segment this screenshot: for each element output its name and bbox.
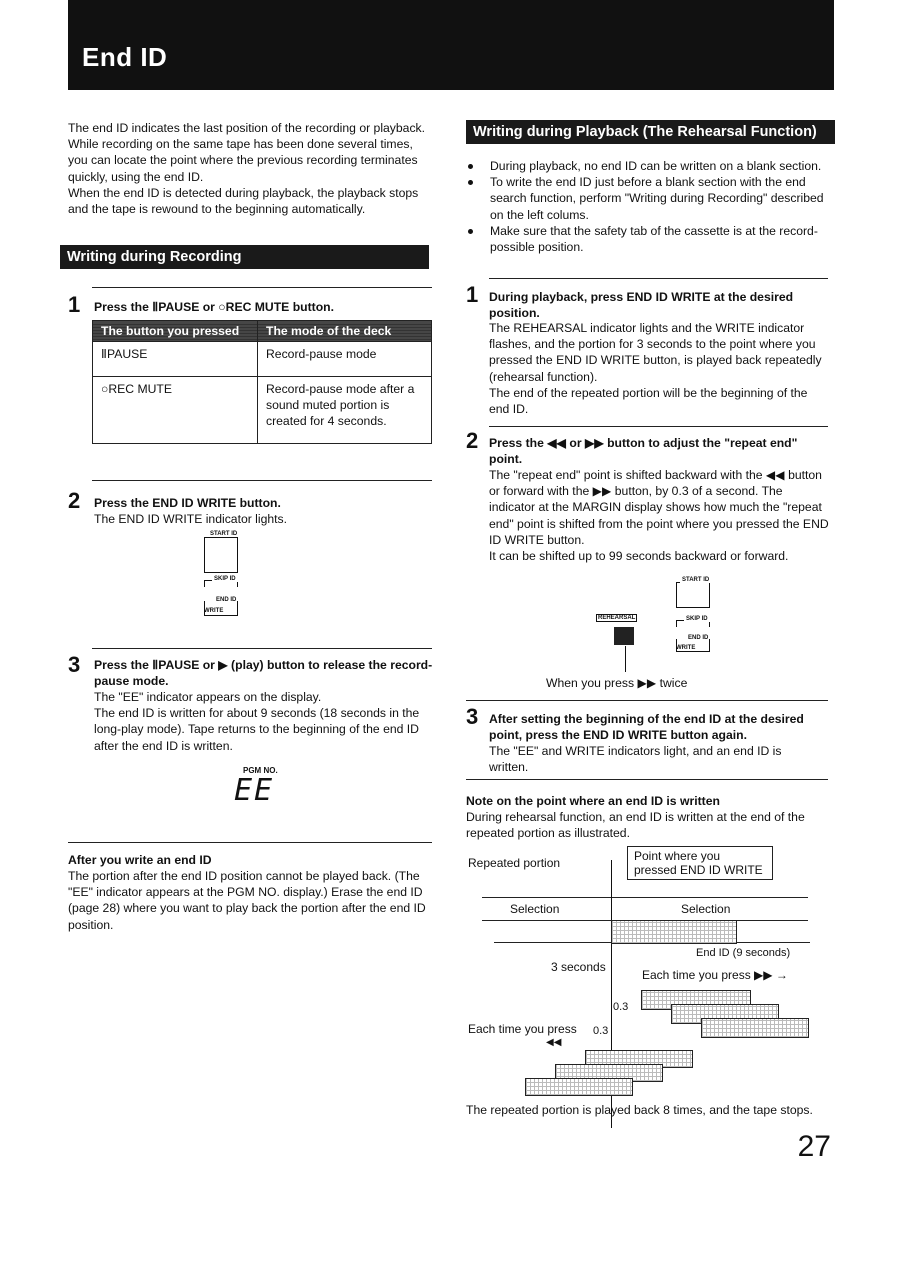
ee-indicator: EE — [234, 773, 275, 808]
rewind-icon: ◀◀ — [546, 1037, 562, 1048]
divider — [489, 278, 828, 279]
indicator-label: WRITE — [676, 645, 696, 651]
shift-block — [525, 1078, 633, 1096]
diagram-label: Each time you press ▶▶ → — [642, 968, 788, 982]
end-id-block — [611, 920, 737, 944]
divider — [92, 648, 432, 649]
track-line — [482, 897, 808, 898]
note-heading: Note on the point where an end ID is written — [466, 794, 720, 808]
indicator-label: SKIP ID — [686, 616, 708, 622]
indicator-label: END ID — [688, 635, 709, 641]
section-title-playback: Writing during Playback (The Rehearsal Function) — [466, 120, 835, 144]
table-cell: Record-pause mode — [258, 342, 432, 377]
table-row — [93, 377, 432, 444]
section-title-recording: Writing during Recording — [60, 245, 429, 269]
step-number: 2 — [466, 428, 479, 453]
diagram-callout: Point where you pressed END ID WRITE — [627, 846, 773, 880]
header-bar — [68, 0, 834, 90]
diagram-label: 0.3 — [613, 1001, 629, 1013]
after-heading: After you write an end ID — [68, 853, 212, 867]
start-id-indicator — [676, 582, 710, 608]
list-item: During playback, no end ID can be written on a blank section. — [466, 158, 828, 174]
diagram-label: 0.3 — [593, 1025, 609, 1037]
page-title: End ID — [82, 42, 168, 72]
list-item: To write the end ID just before a blank section with the end search function, perform "Writing during Recording" described on the left colums. — [466, 174, 828, 223]
diagram-label: End ID (9 seconds) — [696, 947, 791, 959]
step-heading: Press the ⅡPAUSE or ▶ (play) button to release the record-pause mode. — [94, 658, 433, 689]
indicator-label: END ID — [216, 597, 237, 603]
table-cell: ○REC MUTE — [93, 377, 258, 444]
indicator-label: WRITE — [204, 608, 224, 614]
step-text: The "EE" and WRITE indicators light, and an end ID is written. — [489, 744, 782, 775]
step-heading: Press the ◀◀ or ▶▶ button to adjust the "repeat end" point. — [489, 436, 798, 467]
mode-table — [92, 320, 432, 444]
step-heading: Press the ⅡPAUSE or ○REC MUTE button. — [94, 300, 334, 314]
pgm-label: PGM NO. — [243, 766, 278, 775]
step-number: 3 — [466, 704, 479, 729]
table-header: The mode of the deck — [258, 321, 432, 342]
shift-block — [701, 1018, 809, 1038]
table-row — [93, 342, 432, 377]
step-number: 1 — [68, 292, 81, 317]
diagram-label: Repeated portion — [468, 856, 561, 870]
step-text: The REHEARSAL indicator lights and the WRITE indicator flashes, and the portion for 3 seconds to the point where you pressed the END ID WRITE button, is played back repeatedly (rehearsal function). The end of the repeated portion will be the beginning of the end ID. — [489, 321, 822, 417]
rehearsal-label: REHEARSAL — [598, 615, 636, 621]
bullet-list — [466, 158, 828, 255]
indicator-label: START ID — [682, 577, 710, 583]
step-heading: During playback, press END ID WRITE at the desired position. — [489, 290, 794, 321]
step-text: The "EE" indicator appears on the display. The end ID is written for about 9 seconds (18 seconds in the long-play mode). Tape returns to the beginning of the end ID after the end ID is written. — [94, 690, 420, 753]
table-cell: Record-pause mode after a sound muted portion is created for 4 seconds. — [258, 377, 432, 444]
divider — [489, 426, 828, 427]
table-cell: ⅡPAUSE — [93, 342, 258, 377]
diagram-label: Selection — [510, 902, 560, 916]
pointer-line — [625, 646, 626, 672]
step-heading: After setting the beginning of the end ID at the desired point, press the END ID WRITE button again. — [489, 712, 804, 743]
table-header: The button you pressed — [93, 321, 258, 342]
diagram-label: Selection — [681, 902, 731, 916]
page-number: 27 — [797, 1130, 831, 1163]
divider — [92, 480, 432, 481]
list-item: Make sure that the safety tab of the cassette is at the record-possible position. — [466, 223, 828, 255]
divider — [466, 779, 828, 780]
divider — [92, 287, 432, 288]
step-number: 2 — [68, 488, 81, 513]
step-heading: Press the END ID WRITE button. — [94, 496, 281, 510]
margin-display — [614, 627, 634, 645]
diagram-label: Each time you press — [468, 1022, 577, 1036]
figure-caption: When you press ▶▶ twice — [546, 676, 688, 690]
divider — [68, 842, 432, 843]
divider — [466, 700, 828, 701]
note-text: During rehearsal function, an end ID is written at the end of the repeated portion as illustrated. — [466, 810, 805, 841]
step-number: 3 — [68, 652, 81, 677]
step-text: The "repeat end" point is shifted backward with the ◀◀ button or forward with the ▶▶ button, by 0.3 of a second. The indicator at the MARGIN display shows how much the "repeat end" point is shifted from the point where you pressed the END ID WRITE button. It can be shifted up to 99 seconds backward or forward. — [489, 468, 829, 564]
indicator-label: START ID — [210, 531, 238, 537]
step-number: 1 — [466, 282, 479, 307]
diagram-label: 3 seconds — [551, 960, 606, 974]
footer-text: The repeated portion is played back 8 times, and the tape stops. — [466, 1103, 813, 1117]
step-text: The END ID WRITE indicator lights. — [94, 512, 288, 526]
intro-text: The end ID indicates the last position of the recording or playback. While recording on the same tape has been done several times, you can locate the point where the previous recording terminates quickly, using the end ID. When the end ID is detected during playback, the playback stops and the tape is rewound to the beginning automatically. — [68, 121, 426, 217]
after-text: The portion after the end ID position cannot be played back. (The "EE" indicator appears at the PGM NO. display.) Erase the end ID (page 28) where you want to play back the portion after the end ID position. — [68, 869, 426, 932]
start-id-indicator — [204, 537, 238, 573]
indicator-label: SKIP ID — [214, 576, 236, 582]
